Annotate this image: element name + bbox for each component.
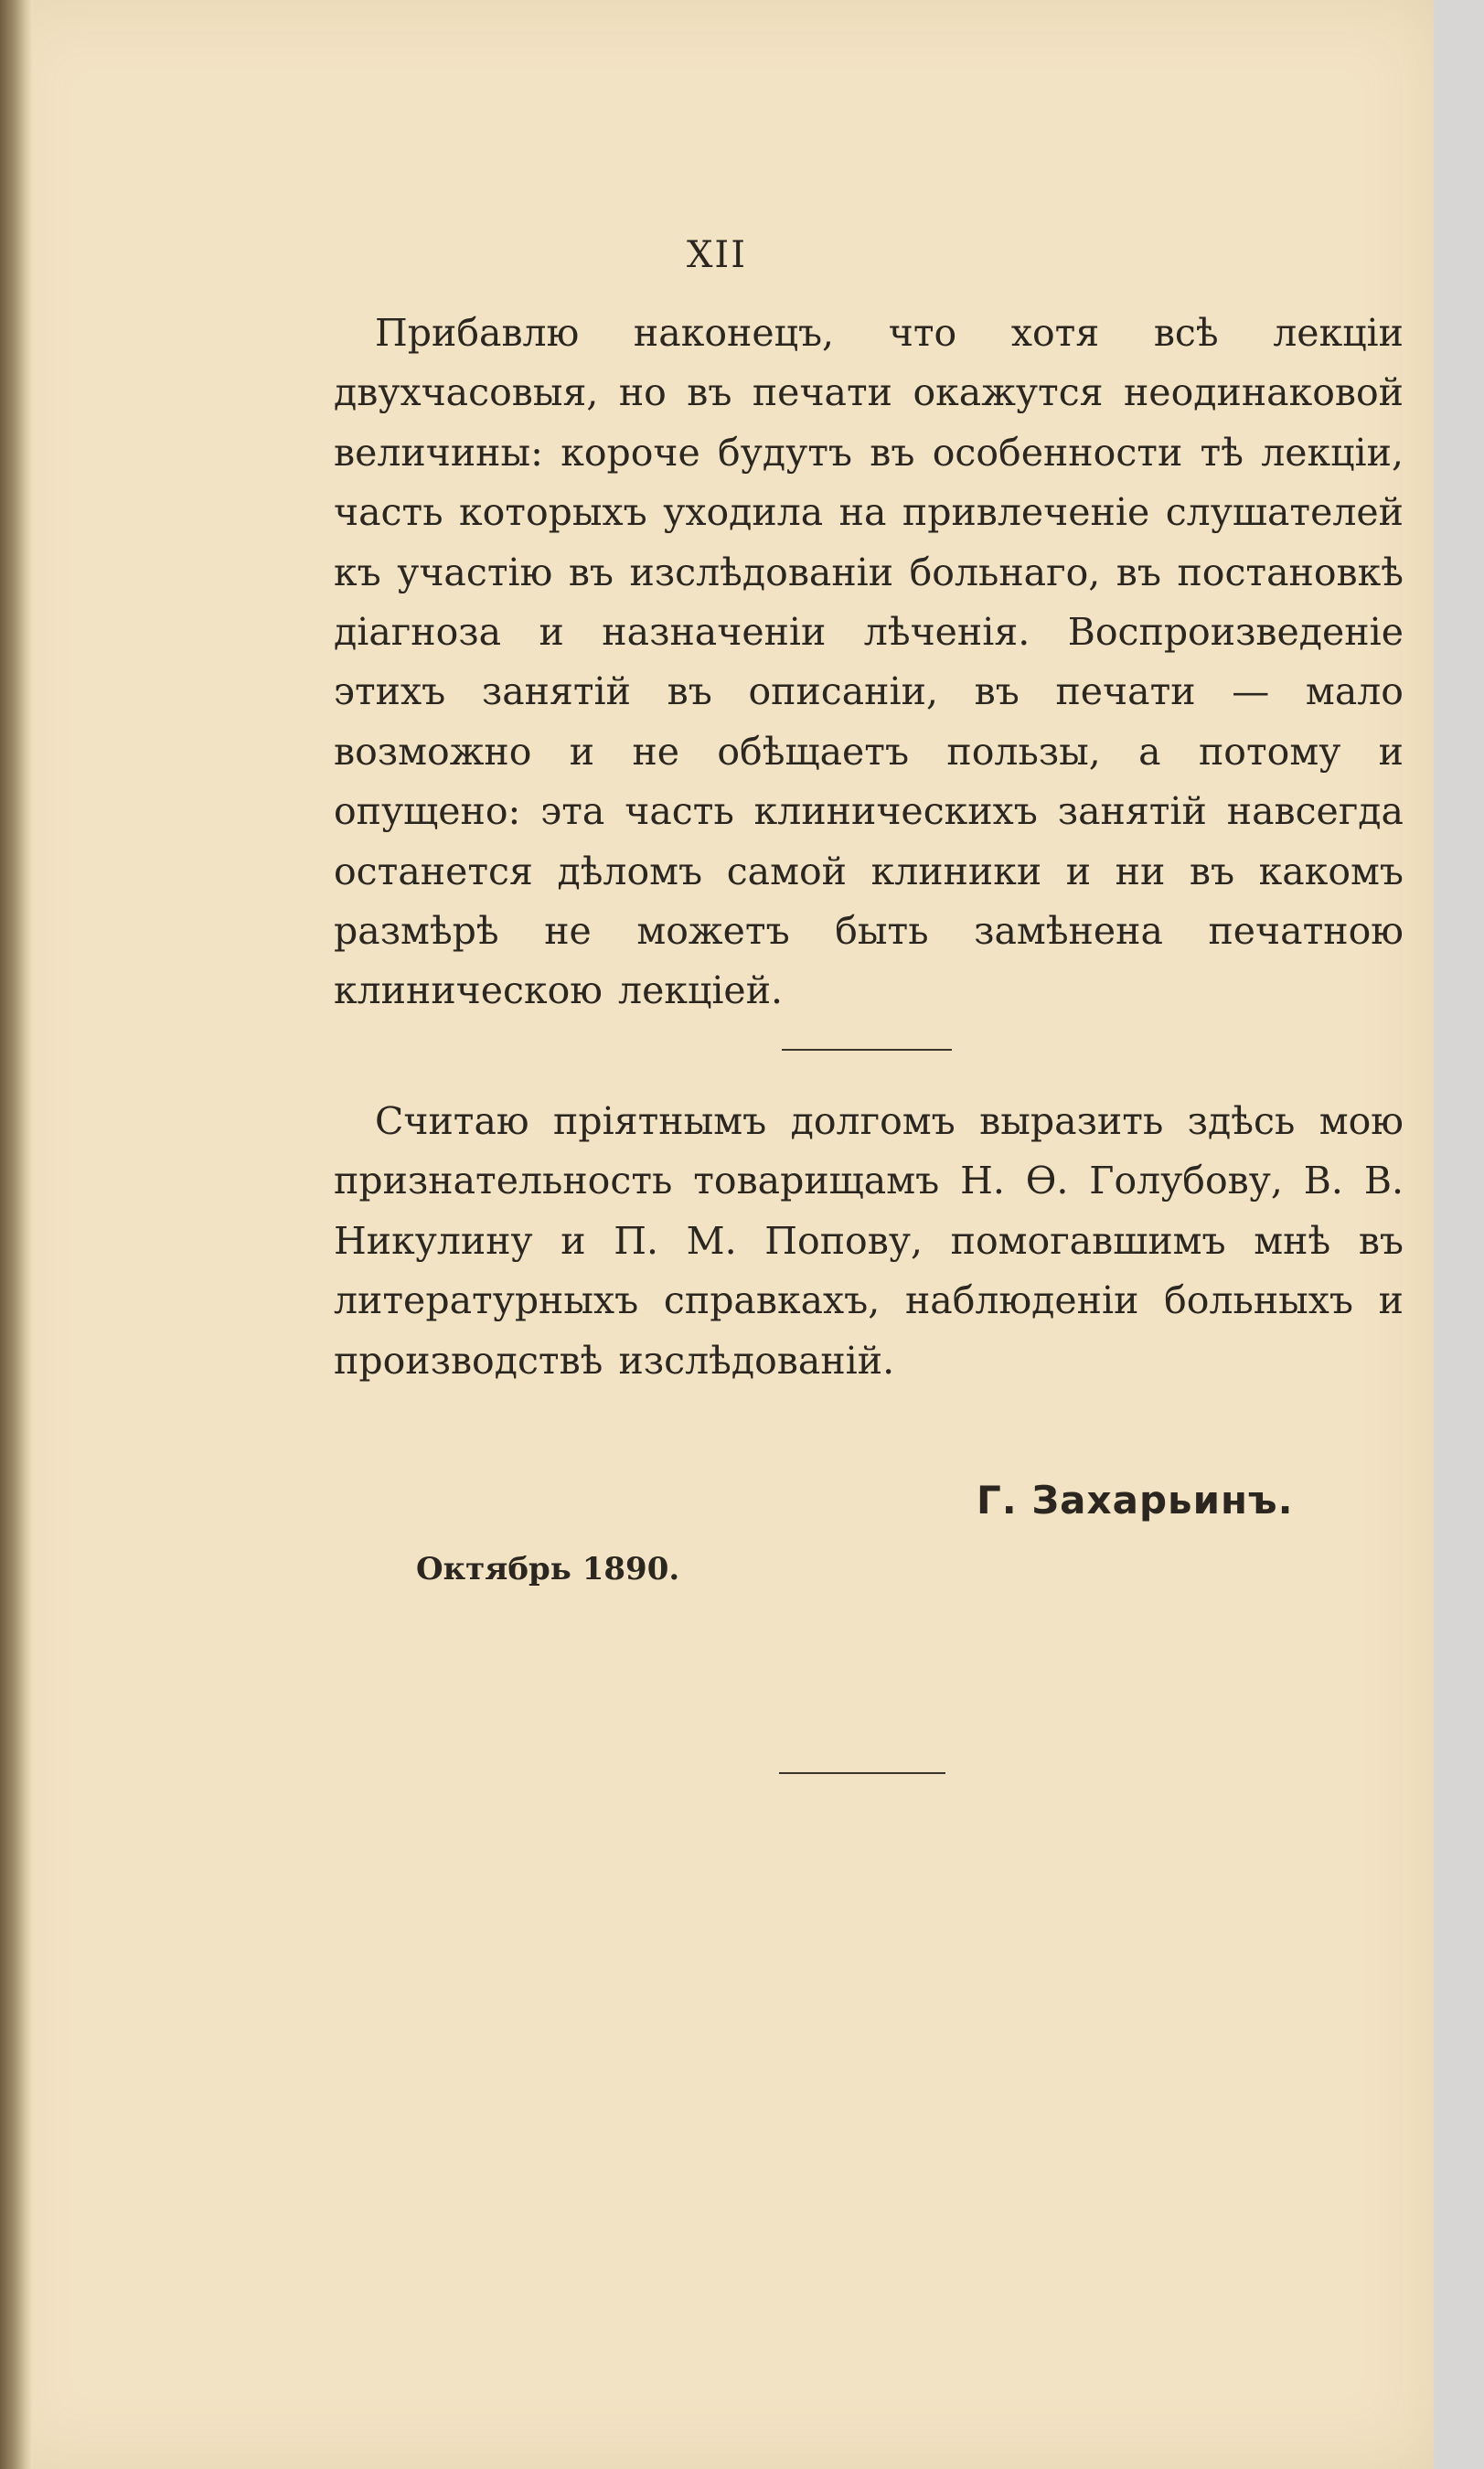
end-divider	[779, 1772, 945, 1774]
paragraph-text: Прибавлю наконецъ, что хотя всѣ лекціи двухчасовыя, но въ печати окажутся неодинаковой величины: короче будутъ въ особенности тѣ лекціи, часть которыхъ уходила на привлеченіе слушателей къ участію въ изслѣдованіи больнаго, въ постановкѣ діагноза и назначеніи лѣченія. Воспроизведеніе этихъ занятій въ описаніи, въ печати — мало возможно и не обѣщаетъ пользы, а потому и опущено: эта часть клиническихъ занятій навсегда останется дѣломъ самой клиники и ни въ какомъ размѣрѣ не можетъ быть замѣнена печатною клиническою лекціей.	[334, 311, 1404, 1013]
paragraph-text: Считаю пріятнымъ долгомъ выразить здѣсь мою признательность товарищамъ Н. Ѳ. Голубову, В. В. Никулину и П. М. Попову, помогавшимъ мнѣ въ литературныхъ справкахъ, наблюденіи больныхъ и производствѣ изслѣдованій.	[334, 1099, 1404, 1383]
date-line: Октябрь 1890.	[416, 1551, 680, 1587]
section-divider	[782, 1049, 952, 1051]
page-number: XII	[686, 234, 748, 276]
paragraph-acknowledgements	[334, 1092, 1404, 1391]
author-signature: Г. Захарьинъ.	[977, 1478, 1294, 1523]
page-binding-edge	[0, 0, 33, 2469]
paragraph-closing-remarks	[334, 304, 1404, 1021]
